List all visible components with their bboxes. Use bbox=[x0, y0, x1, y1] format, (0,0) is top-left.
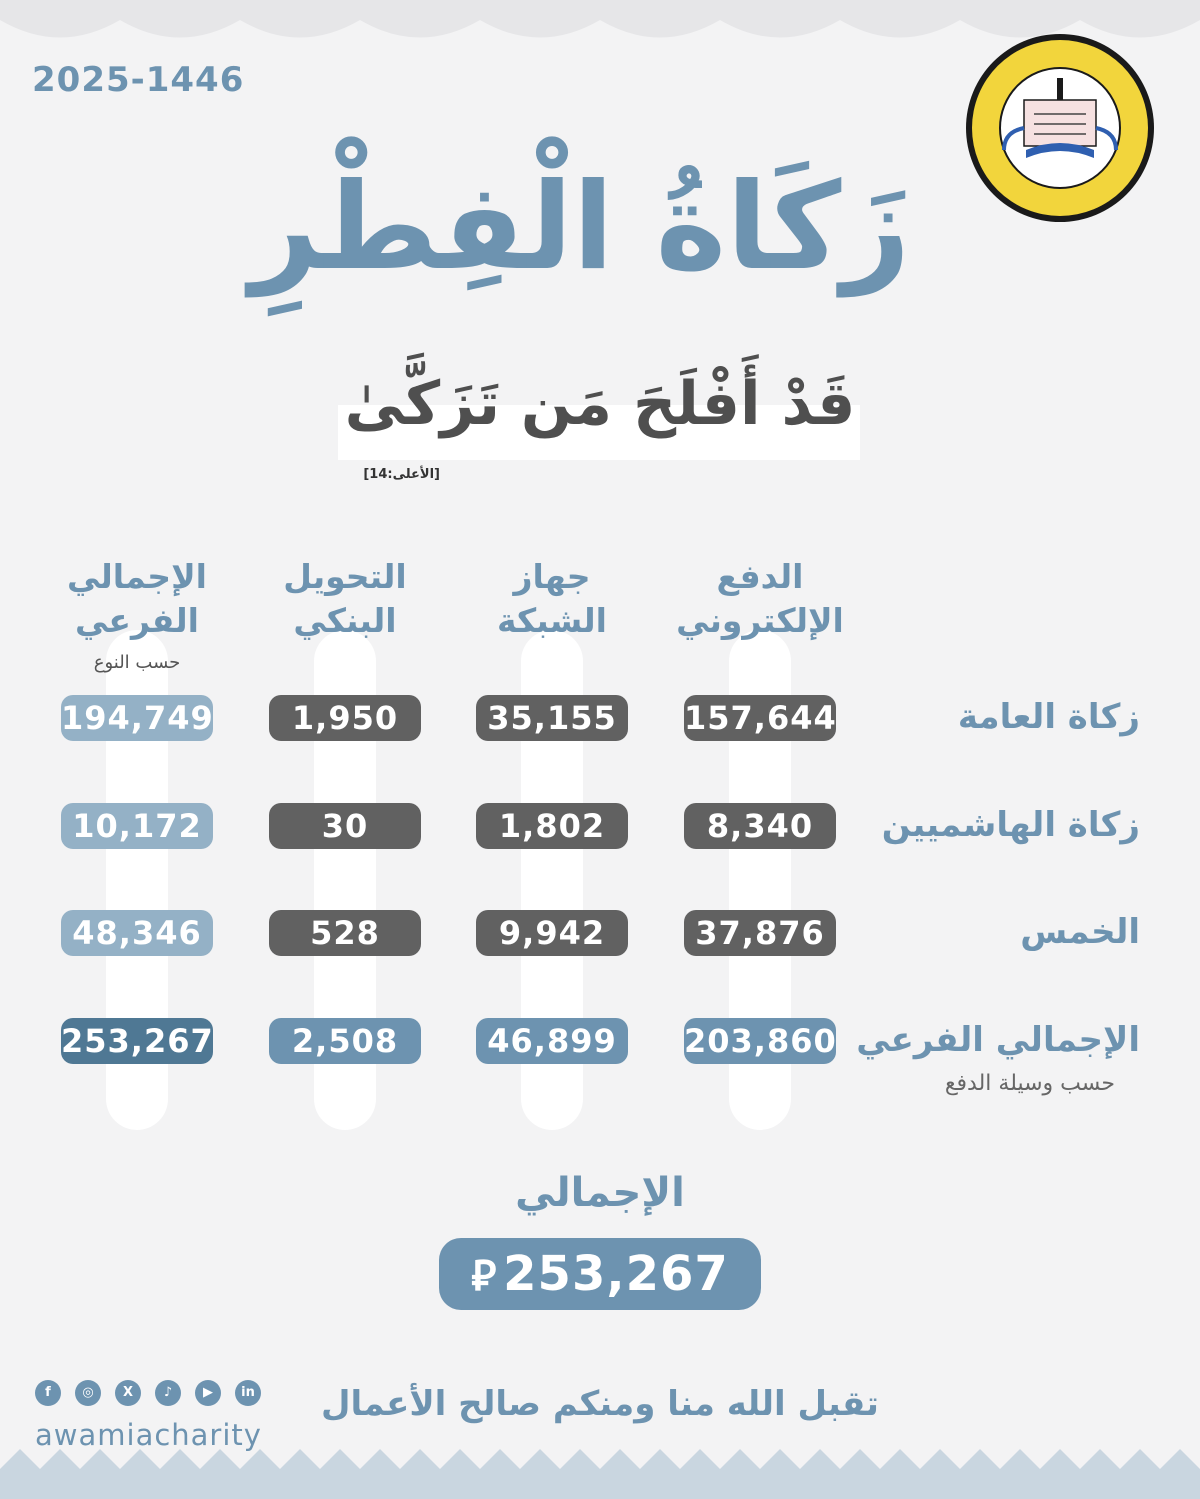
social-icons bbox=[35, 1380, 261, 1406]
row-label-general-zakat: زكاة العامة bbox=[957, 697, 1140, 737]
value-pill: 157,644 bbox=[684, 695, 836, 741]
value-pill: 8,340 bbox=[684, 803, 836, 849]
subtotal-pill: 10,172 bbox=[61, 803, 213, 849]
value-pill: 528 bbox=[269, 910, 421, 956]
value-pill: 37,876 bbox=[684, 910, 836, 956]
row-label-khums: الخمس bbox=[1020, 912, 1140, 952]
row-subtitle-by-payment-method: حسب وسيلة الدفع bbox=[944, 1071, 1115, 1096]
value-pill: 1,950 bbox=[269, 695, 421, 741]
riyal-currency-icon: ⃁ bbox=[471, 1251, 498, 1300]
column-header-subtotal: الإجمالي الفرعي bbox=[67, 557, 207, 640]
value-pill: 35,155 bbox=[476, 695, 628, 741]
subtotal-pill: 46,899 bbox=[476, 1018, 628, 1064]
page-title: زَكَاةُ الْفِطْرِ bbox=[249, 158, 911, 297]
subtotal-pill: 203,860 bbox=[684, 1018, 836, 1064]
value-pill: 1,802 bbox=[476, 803, 628, 849]
facebook-icon[interactable]: f bbox=[35, 1380, 61, 1406]
column-subtitle-by-type: حسب النوع bbox=[93, 652, 181, 673]
quran-verse: قَدْ أَفْلَحَ مَن تَزَكَّىٰ bbox=[344, 369, 856, 439]
row-label-subtotal: الإجمالي الفرعي bbox=[856, 1020, 1140, 1060]
row-label-hashemite-zakat: زكاة الهاشميين bbox=[881, 805, 1140, 845]
subtotal-pill: 2,508 bbox=[269, 1018, 421, 1064]
charity-logo bbox=[964, 32, 1156, 224]
youtube-icon[interactable]: ▶ bbox=[195, 1380, 221, 1406]
total-label: الإجمالي bbox=[515, 1170, 685, 1216]
grand-subtotal-pill: 253,267 bbox=[61, 1018, 213, 1064]
tiktok-icon[interactable]: ♪ bbox=[155, 1380, 181, 1406]
closing-message: تقبل الله منا ومنكم صالح الأعمال bbox=[321, 1384, 879, 1424]
linkedin-icon[interactable]: in bbox=[235, 1380, 261, 1406]
bottom-ornament-pattern bbox=[0, 1439, 1200, 1499]
column-header-bank-transfer: التحويل البنكي bbox=[283, 557, 407, 640]
social-handle[interactable]: awamiacharity bbox=[35, 1418, 262, 1452]
column-header-electronic-payment: الدفع الإلكتروني bbox=[676, 557, 844, 640]
verse-reference: [الأعلى:14] bbox=[363, 467, 440, 482]
total-amount: 253,267 bbox=[503, 1246, 729, 1302]
total-amount-pill bbox=[439, 1238, 761, 1310]
subtotal-pill: 194,749 bbox=[61, 695, 213, 741]
column-header-network-device: جهاز الشبكة bbox=[497, 557, 607, 640]
x-icon[interactable]: X bbox=[115, 1380, 141, 1406]
subtotal-pill: 48,346 bbox=[61, 910, 213, 956]
value-pill: 30 bbox=[269, 803, 421, 849]
instagram-icon[interactable]: ◎ bbox=[75, 1380, 101, 1406]
year-label: 2025-1446 bbox=[32, 60, 245, 100]
value-pill: 9,942 bbox=[476, 910, 628, 956]
